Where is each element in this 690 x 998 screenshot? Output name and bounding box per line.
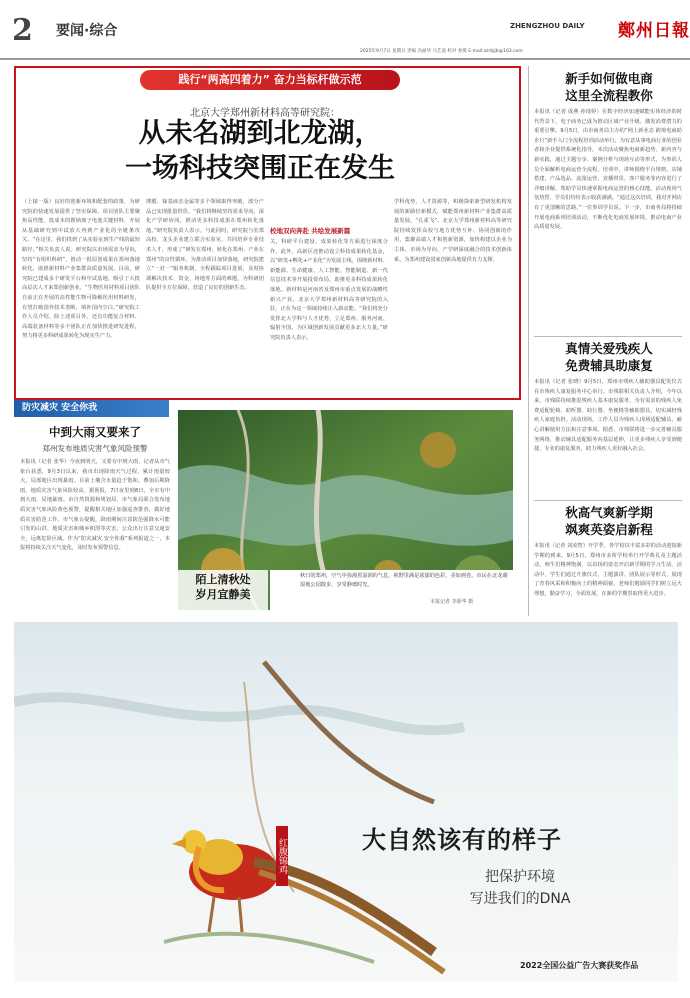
article3-body: 本报讯（记者 刘凌智）开学季，各学校以丰富多彩的活动迎接新学期的到来。9月5日，郑州市多所学校举行开学典礼及主题活动，师生们精神饱满，以昂扬的姿态开启新学期的学习生活。活动中，学生们通过升旗仪式、主题演讲、团队展示等形式，展现了青春风采和积极向上的精神面貌。老师们勉励同学们树立远大理想，勤奋学习，全面发展，在新的学期里取得更大进步。 <box>534 543 682 597</box>
article3-title-line-2: 飒爽英姿启新程 <box>565 522 653 537</box>
right-column-divider <box>528 66 529 616</box>
article2-title-line-2: 免费辅具助康复 <box>565 358 653 373</box>
photo-caption-text: 秋日的郑州，空气中弥漫着湿润的气息，视野里满是浓郁的色彩，美如画卷。市民在北龙湖湿地公园散步，享受静谧时光。 <box>300 573 508 588</box>
paper-logo: 鄭州日報 <box>618 21 690 41</box>
ad-headline: 大自然该有的样子 <box>362 825 562 854</box>
article2-body: 本报讯（记者 张晓）9月5日，郑州市残疾人辅助器具配发仪式在市残疾人康复服务中心举行。市残联相关负责人介绍，今年以来，市残联持续推进残疾人基本康复服务，为有需求的残疾人免费适配轮椅、助听器、助行器、坐便椅等辅助器具，切实减轻残疾人家庭负担。活动现场，工作人员为残疾人现场适配辅具，耐心讲解使用方法和注意事项。据悉，市残联将进一步完善辅具服务网络，推动辅具适配服务向基层延伸，让更多残疾人享受到便捷、专业的康复服务，助力残疾人更好融入社会。 <box>534 379 682 453</box>
headline-line-1: 从未名湖到北龙湖， <box>138 118 382 149</box>
photo-title-line-2: 岁月宜静美 <box>195 588 251 601</box>
article2-title-line-1: 真情关爱残疾人 <box>565 341 653 356</box>
headline-line-2: 一场科技突围正在发生 <box>125 153 395 184</box>
ad-vertical-label: 红腹锦鸡 <box>276 826 288 886</box>
article1-title-line-2: 这里全流程教你 <box>565 88 653 103</box>
masthead-divider <box>0 58 690 60</box>
weather-subtitle: 郑州发布地质灾害气象风险预警 <box>42 444 148 453</box>
public-service-ad <box>14 622 678 982</box>
article1-body: 本报讯（记者 成燕 孙琦婷）在数字经济加速赋能实体经济的时代背景下，电子商务已成为推动区域产业升级、激发消费潜力的重要引擎。9月5日，由市商务局主办的“网上新业态 跨境电商助企行”新手入门全流程培训活动举行，为有意从事电商行业的创业者和企业提供系统化指导。本次活动聚焦电商新趋势、新内容与新实践，通过主题分享、案例分析与现场互动等形式，为参训人员全面解析电商运营全流程。培训中，讲师围绕平台规则、店铺搭建、产品选品、流量运营、直播带货、客户服务等内容进行了详细讲解，帮助学员快速掌握电商运营的核心技能。活动现场气氛热烈，学员们纷纷表示收获满满。“通过这次培训，我对开网店有了更清晰的思路。”一位参训学员说。下一步，市商务局将持续开展电商系列培训活动，不断优化电商发展环境，推动电商产业高质量发展。 <box>534 109 682 231</box>
article2-title <box>534 340 684 374</box>
photo-caption-title <box>180 572 266 602</box>
feature-banner: 践行“两高四着力” 奋力当标杆做示范 <box>140 70 400 90</box>
feature-kicker: 北京大学郑州新材料高等研究院： <box>190 108 340 119</box>
article-divider <box>534 500 682 501</box>
article3-title <box>534 504 684 538</box>
feature-column-1: （上接一版）良好的创新环境和配套的政策，为研究院的快速发展提供了坚实保障。项目团队主要聚焦高性能、低成本的锂钠离子电池关键材料，开展从基础研究到中试放大再到产业化的全链条攻关。“在这里，我们找到了从实验室到生产线的最短路径。”相关负责人说。研究院以市场需求为导向，坚持“有组织科研”，推动一批原创成果在郑州落地转化，助推新材料产业集群高质量发展。目前，研究院已建成多个研发平台和中试基地，吸引了大批高层次人才来郑创新创业。“生物医用材料项目团队自前正在开展的高性能生物可降解医用材料研发，有望打破国外技术垄断，填补国内空白。”研究院工作人员介绍。除上述项目外，还有功能复合材料、高端装备材料等多个团队正在加快推进研发进程，努力将更多科研成果转化为现实生产力。 <box>22 199 140 340</box>
feature-subhead: 校地双向奔赴 共绘发展新篇 <box>270 227 351 235</box>
feature-headline <box>40 116 480 186</box>
photo-credit: 本报记者 李新华 摄 <box>430 599 474 605</box>
feature-column-3-top <box>270 198 388 222</box>
feature-column-4: 学科优势，人才资源等，积极探索新型研发机构发展的新路径新模式，赋能郑州新材料产业集群高质量发展，“孔雀飞”。北京大学郑州新材料高等研究院持续发挥高校与地方优势互补、协同创新的作用，集聚高端人才和创新资源，加快构建以企业为主体、市场为导向、产学研深度融合的技术创新体系，为郑州建设国家创新高地提供有力支撑。 <box>394 199 512 263</box>
weather-body: 本报讯（记者 张华）今夜到明天，又要有中到大雨，记者从市气象台获悉，9月3日以来，我市出现降雨天气过程，累计雨量较大，局部地区出现暴雨。目前土壤含水量趋于饱和，叠加后期降雨，地质灾害气象风险较高。据预报，7日夜里到8日，全市有中到大雨，局地暴雨。市自然资源和规划局、市气象局联合发布地质灾害气象风险黄色预警，提醒相关地区加强巡查排查，做好地质灾害防范工作。市气象台提醒，降雨期间注意防范强降水可能引发的山洪、地质灾害和城乡积涝等灾害，公众出行注意交通安全，远离危险区域。作为“防灾减灾 安全你我”系列报道之一，本报将持续关注天气变化，及时发布预警信息。 <box>20 459 170 552</box>
ad-sub-line-1: 把保护环境 <box>485 869 555 885</box>
weather-title: 中到大雨又要来了 <box>49 425 141 439</box>
paper-name-en: ZHENGZHOU DAILY <box>510 22 585 30</box>
article1-title <box>534 70 684 104</box>
ad-subheadline <box>420 866 620 910</box>
feature-column-2: 薄膜、镓基液态金属等多个领域取得突破，部分产品已实现批量供货。“我们将继续坚持需求导向，深化产学研协同，推动更多科技成果在郑州转化落地。”研究院负责人表示。与此同时，研究院与驻郑高校、龙头企业建立联合实验室，共同培养专业技术人才，形成了“研发在郑州、转化在郑州、产业在郑州”的良性循环。为推动项目加快落地，研究院建立“一对一”服务机制，全程跟踪项目进展，及时协调解决技术、资金、场地等方面的难题，为科研团队提供全方位保障，营造了良好的创新生态。 <box>146 199 264 292</box>
section-tag: 防灾减灾 安全你我 <box>14 400 169 417</box>
article-divider <box>534 336 682 337</box>
article1-title-line-1: 新手如何做电商 <box>565 71 653 86</box>
ad-footer: 2022全国公益广告大赛获奖作品 <box>520 961 639 970</box>
feature-column-3: 关，科研平台建设、成果转化等方面进行深度合作。此外，高新区还推动设立科技成果转化基金，以“研发+孵化+产业化”为发展主线，围绕新材料、新能源、生命健康、人工智能、智能制造、新一代信息技术等开展投资布局，助推更多科技成果转化落地。新材料是河南省及郑州市重点发展的战略性新兴产业。北京大学郑州新材料高等研究院的入驻，正在为这一领域持续注入新动能。“我们将充分发挥北大学科与人才优势，立足郑州、服务河南、辐射全国，为区域创新发展贡献更多北大力量。”研究院负责人表示。 <box>270 239 388 341</box>
golden-pheasant-illustration <box>14 622 678 982</box>
ad-sub-line-2: 写进我们的DNA <box>469 891 571 907</box>
photo-title-line-1: 陌上清秋处 <box>195 573 251 586</box>
issue-meta: 2025年9月7日 星期日 责编 冯丽华 马艺迪 校对 春燕 E-mail:zzrbjjb@163.com <box>360 49 523 54</box>
article3-title-line-1: 秋高气爽新学期 <box>565 505 653 520</box>
section-title: 要闻·综合 <box>56 23 118 39</box>
page-number: 2 <box>12 13 33 48</box>
